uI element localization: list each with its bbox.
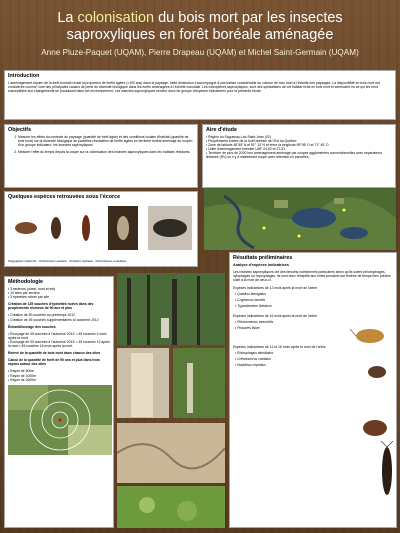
creation-item: • Création de 90 souches au printemps 2012: [8, 313, 110, 317]
poster-authors: Anne Pluze-Paquet (UQAM), Pierre Drapeau (UQAM) et Michel Saint-Germain (UQAM): [41, 48, 359, 57]
especes-captions: Polygraphus rufipennis · Orthotomicus caelatus · Nudobius cephalus · Monochamus scutellatus: [8, 259, 127, 263]
especes-heading: Quelques espèces retrouvées sous l'écorce: [8, 194, 121, 200]
beetle-photos: [8, 202, 194, 254]
aire-etude-section: [202, 124, 396, 188]
aire-item: • Peuplements mixtes de la forêt boréale de l'Est du Québec: [206, 139, 392, 143]
results-text: Les insectes saproxyliques ont des besoins nutritionnels particuliers selon qu'ils soient phloeophages, xylophages ou mycophages. Ils sont donc réceptifs aux hôtes pendant une fenêtre de temps bien précise suite à la mort de ceux-ci.: [233, 269, 391, 282]
results-heading: Résultats préliminaires: [233, 255, 293, 261]
species-item: • Trypodendron lineatum: [235, 304, 393, 308]
resultats-section: [229, 252, 397, 528]
beetle-icon: [356, 413, 394, 443]
intro-heading: Introduction: [8, 73, 40, 79]
aire-item: • Zone de latitude 48°45' N et 51° 13' N et entre la longitude 69°06' O et 71° 45' O: [206, 143, 392, 147]
echant-item: • Écorçage de 45 souches à l'automne 2012: • 45 souches 4 mois après la mort: [8, 332, 110, 340]
creation-item: • Création de 45 souches supplémentaires à l'automne 2012: [8, 318, 110, 322]
echant-item: • Écorçage de 90 souches à l'automne 2013: • 45 souches 12 après la mort • 45 souches 16 mois après la mort: [8, 340, 110, 348]
g3-title: Espèces indicatrices de 12 et 16 mois après la mort de l'arbre: [233, 344, 326, 349]
map-image: [204, 188, 396, 250]
beetle-icon: [51, 217, 61, 239]
objectif-item: 2. Mesurer l'effet du temps depuis la coupe sur la colonisation des insectes saproxyliques dans les habitats résiduels.: [18, 150, 194, 154]
rayon-item: • Rayon de 500m: [8, 369, 110, 373]
field-photos: [117, 273, 225, 528]
introduction-section: [4, 70, 396, 120]
species-item: • Nudobius cephalus: [235, 363, 393, 367]
species-item: • Cryptarcus lamelis: [235, 298, 393, 302]
rayon-item: • Rayon de 1000m: [8, 374, 110, 378]
aire-item: • Unité d'aménagement forestier UAF 24-52 et 27-51: [206, 147, 392, 151]
objectif-item: 1. Mesurer les effets du contexte du paysage (quantité de forêt âgée) et des conditions locales d'habitat (quantité de bois mort) sur la diversité biologique de parcelles résiduelles de forêts âgées en territoire boréal aménagé au moyen d'un groupe indicateur: les insectes saproxyliques: [18, 135, 194, 147]
especes-section: [4, 191, 198, 267]
beetle-icon: [82, 215, 90, 241]
method-bullet: • 3 épinettes noires par site: [8, 295, 110, 299]
g1-title: Espèces indicatrices de 12 mois après la mort de l'arbre: [233, 285, 318, 290]
method-bullet: • 10 sites par secteur: [8, 291, 110, 295]
aire-item: • Territoire de plus de 2000 km² aménagement aménagé par coupes agglomérées conventionnelles avec séparateurs linéaires (RV) ou il y a maintenant coupe avec rétention en parcelles.: [206, 151, 392, 159]
radius-map: [8, 385, 112, 455]
forest-photo: [117, 273, 225, 528]
poster-header: [0, 10, 400, 57]
releve-title: Relevé de la quantité de bois mort dans chacun des sites: [8, 351, 101, 356]
method-heading: Méthodologie: [8, 279, 44, 285]
beetle-icon: [117, 216, 129, 240]
method-bullet: • 3 secteurs (ouest, nord et est): [8, 287, 110, 291]
species-item: • Orthotomicus caelatus: [235, 357, 393, 361]
objectifs-heading: Objectifs: [8, 127, 32, 133]
species-item: • Quedius laevigatus: [235, 292, 393, 296]
title-highlight: colonisation: [77, 10, 155, 26]
methodologie-section: [4, 276, 114, 528]
beetle-icon: [348, 323, 392, 349]
objectifs-section: [4, 124, 198, 188]
species-item: • Pissodes fiskei: [235, 326, 393, 330]
aire-heading: Aire d'étude: [206, 127, 237, 133]
calcul-title: Calcul de la quantité de forêt de 90 ans et plus dans trois rayons autour des sites: [8, 358, 100, 367]
aire-item: • Région du Saguenay-Lac-Saint-Jean (02): [206, 135, 392, 139]
results-sub: Analyse d'espèces indicatrices: [233, 263, 289, 267]
rayon-item: • Rayon de 2000m: [8, 378, 110, 382]
echant-title: Échantillonnage des souches: [8, 324, 56, 329]
beetle-icon: [15, 222, 37, 234]
beetle-icon: [364, 361, 390, 383]
study-area-map: [204, 188, 396, 250]
creation-title: Création de 135 souches d'épinettes noires dans des peuplements résineux de 90 ans et plus: [8, 302, 94, 311]
intro-text: L'aménagement équien de la forêt boréale réduit la proportion de forêts âgées (>100 ans) dans le paysage; cette diminution s'accompagne d'une baisse considérable du volume de bois mort à l'échelle des paysages. La disponibilité en bois mort est considérée comme l'une des principales causes de perte de diversité biologique dans les forêts aménagées à l'échelle mondiale. Les coléoptères saproxyliques, sont des spécialistes de cet habitat riche en bois mort et sénescent en ce qui les rend susceptibles aux changements se produisant dans cet environnement. Les insectes saproxyliques servent donc de groupe d'espèces indicatrices pour la présente étude.: [8, 81, 380, 94]
species-item: • Rhizophagus dimidiatus: [235, 351, 393, 355]
beetle-icon: [153, 219, 187, 237]
beetle-icon: [378, 441, 396, 501]
g2-title: Espèces indicatrices de 16 mois après la mort de l'arbre: [233, 314, 318, 319]
poster-title: [0, 10, 400, 44]
species-item: • Phloeonomus bescicillis: [235, 320, 393, 324]
title-part1: La: [57, 10, 78, 26]
title-part2: du bois mort par les insectes saproxyliques en forêt boréale aménagée: [66, 10, 343, 43]
